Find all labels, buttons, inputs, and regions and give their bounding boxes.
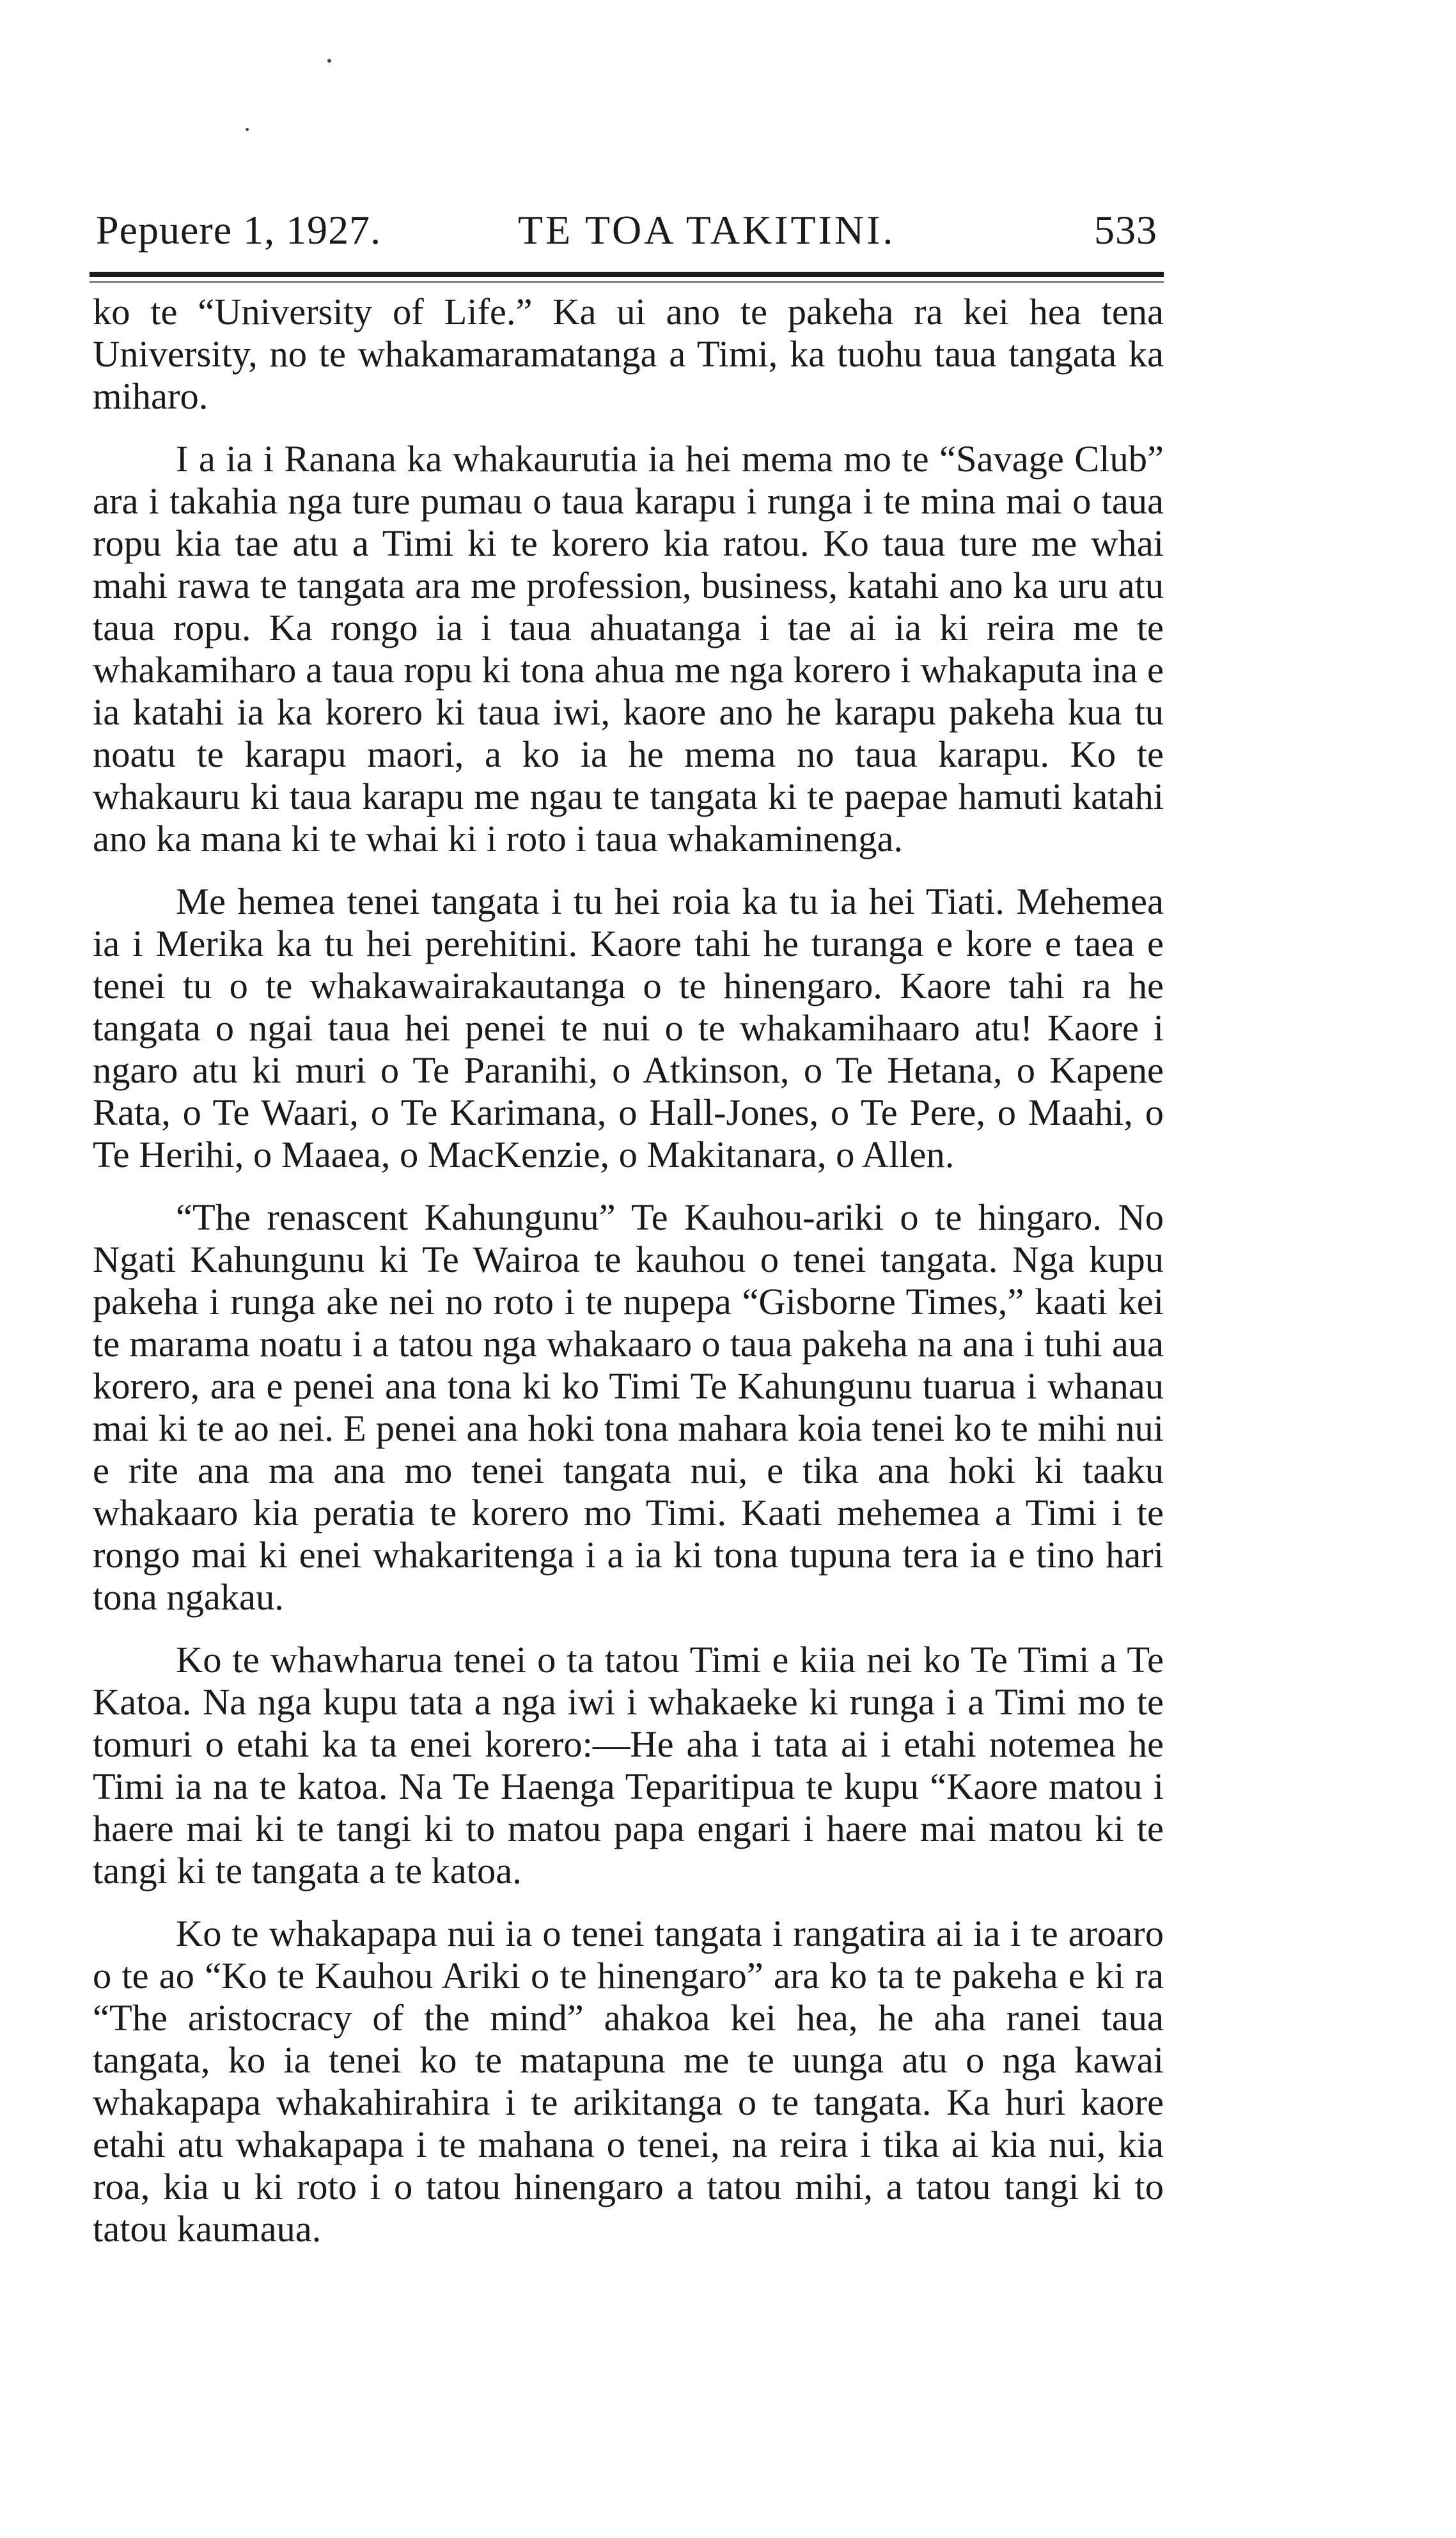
journal-title: TE TOA TAKITINI.	[518, 207, 896, 253]
print-speck	[246, 128, 249, 131]
header-date: Pepuere 1, 1927.	[96, 207, 382, 253]
paragraph-continued: ko te “University of Life.” Ka ui ano te pakeha ra kei hea tena University, no te whakamaramatanga a Timi, ka tuohu taua tangata ka miharo.	[93, 291, 1164, 417]
paragraph: Me hemea tenei tangata i tu hei roia ka tu ia hei Tiati. Mehemea ia i Merika ka tu hei perehitini. Kaore tahi he turanga e kore e taea e tenei tu o te whakawairakautanga o te hinengaro. Kaore tahi ra he tangata o ngai taua hei penei te nui o te whakamihaaro atu! Kaore i ngaro atu ki muri o Te Paranihi, o Atkinson, o Te Hetana, o Kapene Rata, o Te Waari, o Te Karimana, o Hall-Jones, o Te Pere, o Maahi, o Te Herihi, o Maaea, o MacKenzie, o Makitanara, o Allen.	[93, 881, 1164, 1175]
running-header	[96, 205, 1157, 256]
paragraph: Ko te whakapapa nui ia o tenei tangata i rangatira ai ia i te aroaro o te ao “Ko te Kauhou Ariki o te hinengaro” ara ko ta te pakeha e ki ra “The aristocracy of the mind” ahakoa kei hea, he aha ranei taua tangata, ko ia tenei ko te matapuna me te uunga atu o nga kawai whakapapa whakahirahira i te arikitanga o te tangata. Ka huri kaore etahi atu whakapapa i te mahana o tenei, na reira i tika ai kia nui, kia roa, kia u ki roto i o tatou hinengaro a tatou mihi, a tatou tangi ki to tatou kaumaua.	[93, 1913, 1164, 2250]
page-number: 533	[1094, 207, 1157, 253]
paragraph: “The renascent Kahungunu” Te Kauhou-ariki o te hingaro. No Ngati Kahungunu ki Te Wairoa te kauhou o tenei tangata. Nga kupu pakeha i runga ake nei no roto i te nupepa “Gisborne Times,” kaati kei te marama noatu i a tatou nga whakaaro o taua pakeha na ana i tuhi aua korero, ara e penei ana tona ki ko Timi Te Kahungunu tuarua i whanau mai ki te ao nei. E penei ana hoki tona mahara koia tenei ko te mihi nui e rite ana ma ana mo tenei tangata nui, e tika ana hoki ki taaku whakaaro kia peratia te korero mo Timi. Kaati mehemea a Timi i te rongo mai ki enei whakaritenga i a ia ki tona tupuna tera ia e tino hari tona ngakau.	[93, 1196, 1164, 1618]
paragraph: I a ia i Ranana ka whakaurutia ia hei mema mo te “Savage Club” ara i takahia nga ture pumau o taua karapu i runga i te mina mai o taua ropu kia tae atu a Timi ki te korero kia ratou. Ko taua ture me whai mahi rawa te tangata ara me profession, business, katahi ano ka uru atu taua ropu. Ka rongo ia i taua ahuatanga i tae ai ia ki reira me te whakamiharo a taua ropu ki tona ahua me nga korero i whakaputa ina e ia katahi ia ka korero ki taua iwi, kaore ano he karapu pakeha kua tu noatu te karapu maori, a ko ia he mema no taua karapu. Ko te whakauru ki taua karapu me ngau te tangata ki te paepae hamuti katahi ano ka mana ki te whai ki i roto i taua whakaminenga.	[93, 438, 1164, 859]
paragraph: Ko te whawharua tenei o ta tatou Timi e kiia nei ko Te Timi a Te Katoa. Na nga kupu tata a nga iwi i whakaeke ki runga i a Timi mo te tomuri o etahi ka ta enei korero:—He aha i tata ai i etahi notemea he Timi ia na te katoa. Na Te Haenga Teparitipua te kupu “Kaore matou i haere mai ki te tangi ki to matou papa engari i haere mai matou ki te tangi ki te tangata a te katoa.	[93, 1639, 1164, 1892]
header-rule	[90, 272, 1164, 277]
article-body	[93, 291, 1164, 2250]
header-rule-thin	[90, 281, 1164, 283]
print-speck	[327, 59, 331, 63]
